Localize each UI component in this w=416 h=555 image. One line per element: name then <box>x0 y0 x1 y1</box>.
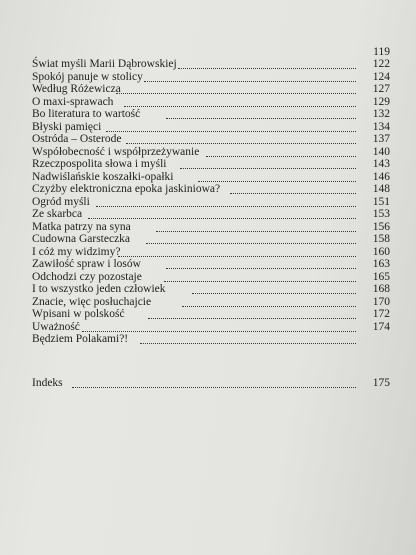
toc-entry-page: 156 <box>372 221 390 233</box>
toc-entry-page: 160 <box>372 246 390 258</box>
leader-dots <box>166 117 356 119</box>
toc-entry-page: 137 <box>372 133 390 145</box>
leader-dots <box>146 242 356 244</box>
toc-entry-page: 158 <box>372 233 390 245</box>
leader-dots <box>116 92 356 94</box>
leader-dots <box>182 305 356 307</box>
toc-entry-page: 148 <box>372 183 390 195</box>
toc-entry-page: 174 <box>372 321 390 333</box>
toc-entry-page: 119 <box>373 46 390 58</box>
toc-entry-page: 132 <box>372 108 390 120</box>
toc-entry <box>32 333 390 346</box>
leader-dots <box>164 280 356 282</box>
toc-entry-title: Czyżby elektroniczna epoka jaskiniowa? <box>32 183 221 195</box>
toc-entry-page: 146 <box>372 171 390 183</box>
leader-dots <box>96 205 356 207</box>
toc-entry-page: 140 <box>372 146 390 158</box>
toc-index-entry <box>32 377 390 390</box>
toc-entry-page: 134 <box>372 121 390 133</box>
toc-entry-title: Ostróda – Osterode <box>32 133 122 145</box>
toc-entry-title: Błyski pamięci <box>32 121 102 133</box>
leader-dots <box>166 267 356 269</box>
leader-dots <box>118 255 356 257</box>
leader-dots <box>178 67 356 69</box>
toc-entry-title: Spokój panuje w stolicy <box>32 71 143 83</box>
toc-entry-title: Wpisani w polskość <box>32 308 125 320</box>
toc-entry-page: 170 <box>372 296 390 308</box>
leader-dots <box>198 180 356 182</box>
toc-entry-page: 143 <box>372 158 390 170</box>
leader-dots <box>82 330 356 332</box>
toc-entry-title: O maxi-sprawach <box>32 96 114 108</box>
toc-entry-title: Rzeczpospolita słowa i myśli <box>32 158 167 170</box>
toc-entry-page: 124 <box>372 71 390 83</box>
toc-entry-title: Według Różewicza <box>32 83 121 95</box>
leader-dots <box>124 105 356 107</box>
toc-entry-title: Znacie, więc posłuchajcie <box>32 296 152 308</box>
toc-entry-page: 172 <box>372 308 390 320</box>
toc-entry <box>32 183 390 196</box>
toc-entry-title: Nadwiślańskie koszałki-opałki <box>32 171 174 183</box>
toc-entry <box>32 283 390 296</box>
leader-dots <box>126 142 356 144</box>
leader-dots <box>144 80 356 82</box>
toc-entry <box>32 158 390 171</box>
toc-entry-title: Zawiłość spraw i losów <box>32 258 141 270</box>
toc-entry-title: I cóż my widzimy? <box>32 246 121 258</box>
toc-entry-page: 122 <box>372 58 390 70</box>
toc-entry-title: Uważność <box>32 321 80 333</box>
leader-dots <box>230 192 356 194</box>
toc-entry-title: Cudowna Garsteczka <box>32 233 131 245</box>
toc-entry-title: Ogród myśli <box>32 196 90 208</box>
toc-entry <box>32 133 390 146</box>
toc-entry-title: Indeks <box>32 377 63 389</box>
toc-entry <box>32 308 390 321</box>
leader-dots <box>156 230 356 232</box>
leader-dots <box>148 317 356 319</box>
toc-entry-title: Współobecność i współprzeżywanie <box>32 146 200 158</box>
toc-entry-title: Bo literatura to wartość <box>32 108 141 120</box>
toc-entry-title: Matka patrzy na syna <box>32 221 131 233</box>
toc-entry-page: 175 <box>372 377 390 389</box>
leader-dots <box>140 342 356 344</box>
toc-entry-page: 127 <box>372 83 390 95</box>
toc-entry <box>32 58 390 71</box>
toc-entry-page: 129 <box>372 96 390 108</box>
toc-entry <box>32 233 390 246</box>
toc-entry-title: Świat myśli Marii Dąbrowskiej <box>32 58 177 70</box>
toc-entry <box>32 258 390 271</box>
toc-entry <box>32 83 390 96</box>
toc-entry-page: 151 <box>372 196 390 208</box>
toc-entry-page: 168 <box>372 283 390 295</box>
leader-dots <box>192 292 356 294</box>
toc-entry <box>32 208 390 221</box>
leader-dots <box>206 155 356 157</box>
toc-entry <box>32 108 390 121</box>
toc-entry-page: 165 <box>372 271 390 283</box>
toc-entry-page: 153 <box>372 208 390 220</box>
toc-entry-page: 163 <box>372 258 390 270</box>
leader-dots <box>88 217 356 219</box>
toc-entry-title: Będziem Polakami?! <box>32 333 129 345</box>
leader-dots <box>106 130 356 132</box>
toc-entry-title: Odchodzi czy pozostaje <box>32 271 142 283</box>
toc-entry-title: I to wszystko jeden człowiek <box>32 283 166 295</box>
leader-dots <box>72 386 356 388</box>
toc-entry-title: Ze skarbca <box>32 208 83 220</box>
leader-dots <box>180 167 356 169</box>
